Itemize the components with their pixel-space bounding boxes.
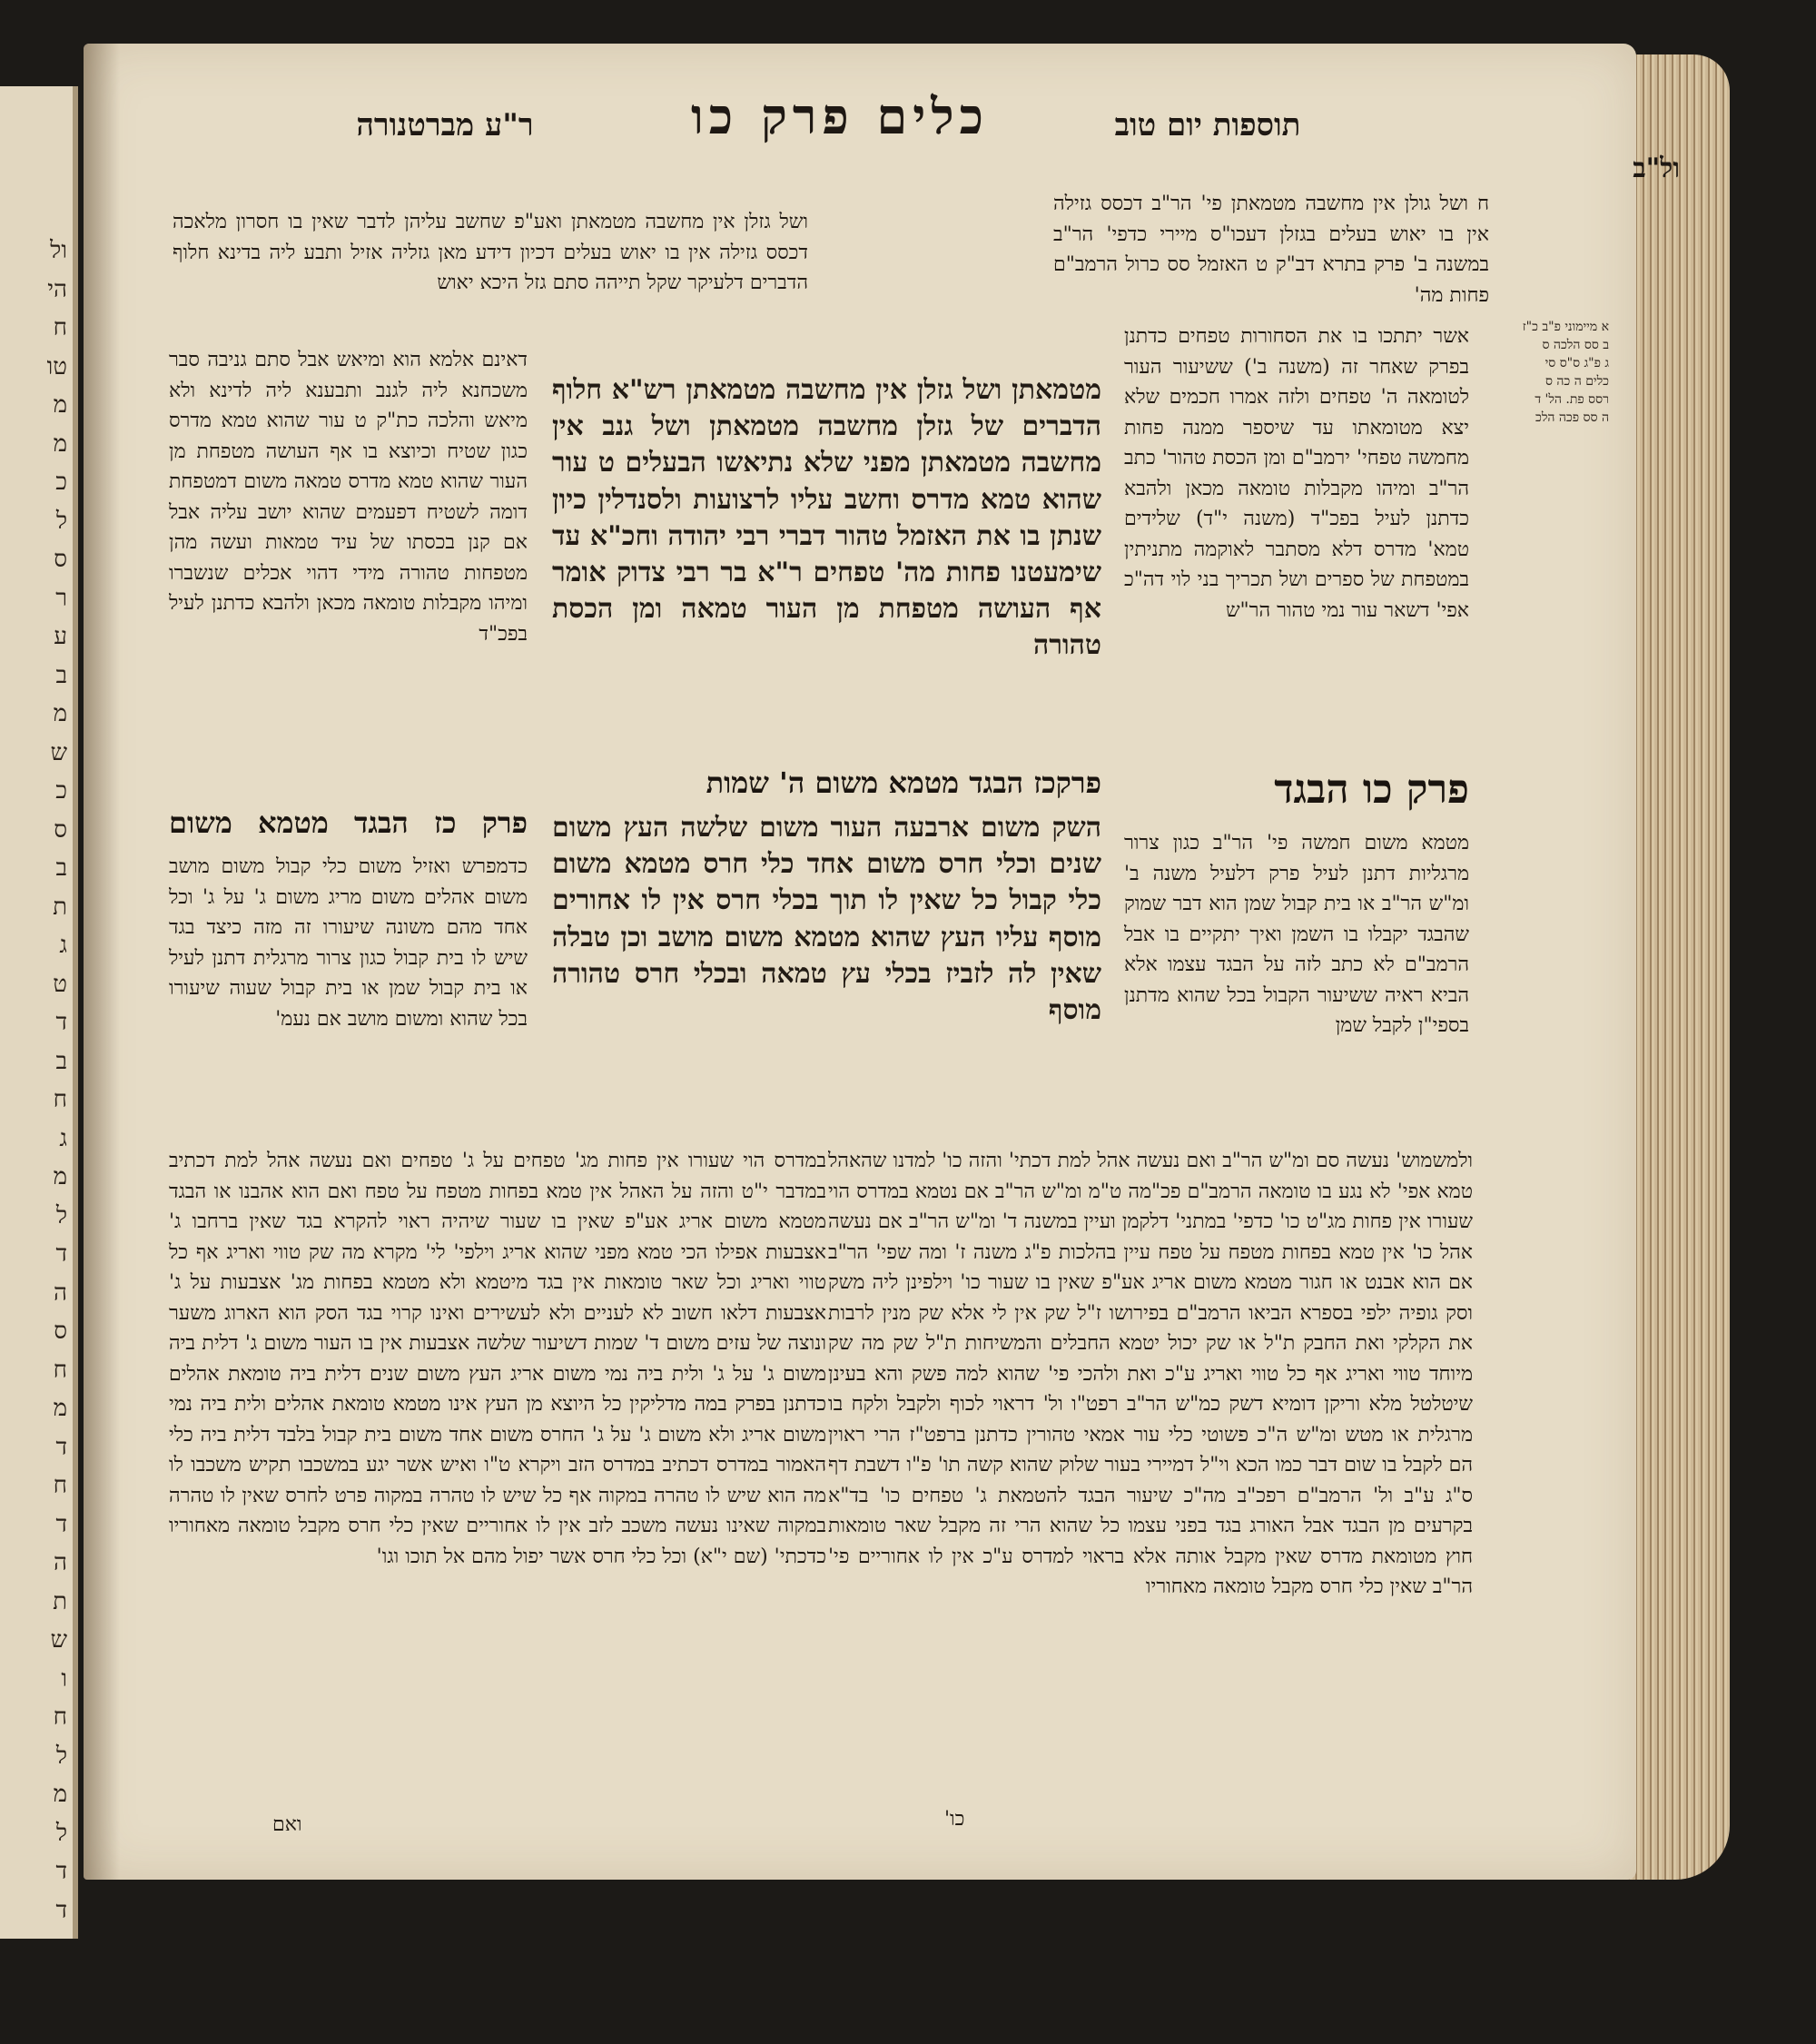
margin-letter: מ xyxy=(53,1781,67,1808)
bertinoro-column-text: דאינם אלמא הוא ומיאש אבל סתם גניבה סבר משכחנא ליה לגנב ותבענא ליה לדינא ולא מיאש והלכה כת"ק ט עור שהוא טמא מדרס כגון שטיח וכיוצא בו אף העושה מטפחת מן העור שהוא טמא מדרס טמאה משום דמטפחת דומה לשטיח דפעמים שהוא יושב עליה אבל אם קנן בכסתו של עיד טמאות ועשה מהן מטפחות טהורה מידי דהוי אכלים שנשברו ומיהו מקבלות טומאה מכאן ולהבא כדתנן לעיל בפכ"ד xyxy=(169,349,528,646)
catchword-right: כו' xyxy=(944,1808,965,1831)
running-head-bertinoro: ר"ע מברטנורה xyxy=(356,107,534,143)
margin-letter: ט xyxy=(53,970,67,998)
margin-letter: ה xyxy=(54,1549,67,1576)
margin-letter: ב xyxy=(55,661,67,689)
margin-letter: ד xyxy=(55,1510,67,1538)
margin-letter: ג xyxy=(59,932,67,959)
margin-letter: ד xyxy=(55,1433,67,1461)
tosafot-top-text: ח ושל גולן אין מחשבה מטמאתן פי' הר"ב דכסס גזילה אין בו יאוש בעלים בגזלן דעכו"ס מיירי כדפי' הר"ב במשנה ב' פרק בתרא דב"ק ט האזמל סס כרול הרמב"ם פחות מה' xyxy=(1053,193,1489,307)
margin-letter: ד xyxy=(55,1009,67,1036)
tosafot-chapter-heading: פרק כו הבגד xyxy=(1274,766,1469,813)
margin-letter: ע xyxy=(54,623,67,650)
margin-letter: ס xyxy=(54,546,67,573)
margin-letter: ו xyxy=(61,1664,67,1693)
gutter-shadow xyxy=(84,44,120,1880)
margin-letter: מ xyxy=(53,1395,67,1422)
fore-edge-pages xyxy=(1625,54,1730,1880)
marginal-ref: ג פ"ג ס"ס סי xyxy=(1545,356,1609,370)
margin-letter: ח xyxy=(53,1472,67,1499)
margin-letter: ש xyxy=(50,1626,67,1654)
marginal-references xyxy=(1498,318,1609,427)
running-head-tractate: כלים פרק כו xyxy=(690,87,990,145)
margin-letter: ר xyxy=(55,584,67,612)
margin-letter: מ xyxy=(53,1163,67,1190)
page-number: ול"ב xyxy=(1633,153,1680,184)
margin-letter: ול xyxy=(50,237,67,264)
catchword-left: ואם xyxy=(272,1813,302,1836)
tosafot-column-text-2: מטמא משום חמשה פי' הר"ב כגון צרור מרגליות דתנן לעיל פרק דלעיל משנה ב' ומ"ש הר"ב או בית קבול שמן הוא דבר שמוק שהבגד יקבלו בו השמן ואיך יתקיים בו אבל הרמב"ם לא כתב לזה על הבגד עצמו אלא הביא ראיה ששיעור הקבול בכל שהוא מדתנן בספי"ן לקבל שמן xyxy=(1124,832,1469,1037)
margin-letter: ב xyxy=(55,854,67,882)
mishnah-text-2: השק משום ארבעה העור משום שלשה העץ משום שנים וכלי חרס משום אחד כלי חרס מטמא משום כלי קבול כל שאין לו תוך בכלי חרס אין לו אחורים מוסף עליו העץ שהוא מטמא משום מושב וכן טבלה שאין לה לזביז בכלי עץ טמאה ובכלי חרס טהורה מוסף xyxy=(552,812,1101,1027)
margin-letter: כ xyxy=(55,777,67,805)
margin-letter: ח xyxy=(53,1356,67,1384)
marginal-ref: כלים ה כה ס xyxy=(1545,374,1609,389)
margin-letter: ח xyxy=(53,1703,67,1731)
margin-letter: הי xyxy=(47,275,67,303)
bertinoro-column-text-2: כדמפרש ואזיל משום כלי קבול משום מושב משום אהלים משום מריג משום ג' על ג' וכל אחד מהם משונה שיעורו זה מזה כיצד בגד שיש לו בית קבול כגון צרור מרגלית דתנן לעיל או בית קבול שמן או בית קבול שעוה שיעורו בכל שהוא ומשום מושב אם נעמ' xyxy=(169,855,528,1031)
margin-letter: ח xyxy=(53,1086,67,1113)
bertinoro-top-text: ושל גזלן אין מחשבה מטמאתן ואע"פ שחשב עליהן לדבר שאין בו חסרון מלאכה דכסס גזילה אין בו יאוש בעלים דכיון דידע מאן גזליה אזיל ותבע ליה בדינא חלוף הדברים דלעיקר שקל תייהה סתם גזל היכא יאוש xyxy=(173,211,808,294)
margin-letter: מ xyxy=(53,430,67,458)
marginal-ref: רסס פת. הל' ד xyxy=(1535,392,1609,407)
left-page-margin-letters xyxy=(44,232,67,1930)
marginal-ref: ה סס פכה הלכ xyxy=(1535,410,1609,425)
margin-letter: ל xyxy=(55,507,67,535)
margin-letter: ד xyxy=(55,1896,67,1924)
margin-letter: ל xyxy=(55,1201,67,1229)
margin-letter: ג xyxy=(59,1124,67,1152)
margin-letter: ד xyxy=(55,1858,67,1885)
margin-letter: ש xyxy=(50,738,67,766)
mishnah-text: מטמאתן ושל גזלן אין מחשבה מטמאתן רש"א חלוף הדברים של גזלן מחשבה מטמאתן ושל גנב אין מחשבה מטמאתן מפני שלא נתיאשו הבעלים ט עור שהוא טמא מדרס וחשב עליו לרצועות ולסנדלין כיון שנתן בו את האזמל טהור דברי רבי יהודה וחכ"א עד שימעטנו פחות מה' טפחים ר"א בר רבי צדוק אומר אף העושה מטפחת מן העור טמאה ומן הכסת טהורה xyxy=(552,374,1101,662)
margin-letter: ס xyxy=(54,815,67,844)
running-head-tosafot: תוספות יום טוב xyxy=(1114,107,1301,143)
margin-letter: ב xyxy=(55,1047,67,1075)
margin-letter: ד xyxy=(55,1240,67,1268)
bertinoro-chapter-heading: פרק כז הבגד מטמא משום xyxy=(169,805,528,840)
marginal-ref: א מיימוני פ"ב כ"ז xyxy=(1522,320,1609,334)
margin-letter: מ xyxy=(53,391,67,419)
margin-letter: ס xyxy=(54,1318,67,1345)
margin-letter: ל xyxy=(55,1819,67,1847)
margin-letter: ת xyxy=(53,893,67,921)
margin-letter: כ xyxy=(55,469,67,496)
margin-letter: מ xyxy=(53,700,67,727)
margin-letter: ה xyxy=(54,1279,67,1307)
tosafot-bottom-text: ולמשמוש' נעשה סם ומ"ש הר"ב ואם נעשה אהל למת דכתי' והזה כו' למדנו שהאהל טמא אפי' לא נגע בו טומאה הרמב"ם פכ"מה ט"מ ומ"ש הר"ב אם נטמא במדרס הוי שעורו אין פחות מג"ט כו' כדפי' במתני' דלקמן ועיין במשנה ד' ומ"ש הר"ב אם נעשה אהל כו' אין טמא בפחות מטפח על טפח עיין בהלכות פ"ג משנה ז' ומה שפי' הר"ב אם הוא אבנט או חגור מטמא משום אריג אע"פ שאין בו שעור כו' וילפינן ליה משק וסק גופיה ילפי בספרא הביאו הרמב"ם בפירושו ז"ל שק אין לי אלא שק מנין לרבות את הקלקי ואת החבק ת"ל או שק יכול יטמא החבלים והמשיחות ת"ל שק מה שק מיוחד טווי ואריג אף כל טווי ואריג ע"כ ואת ולהכי פי' שהוא למה פשק והא בעינן שיטלטל מלא וריקן דומיא דשק כמ"ש הר"ב רפט"ו ול' דראוי לכוף ולקבל ולקח בו מרגלית או מטש ומ"ש ה"כ פשוטי כלי עור אמאי טהורין כדתנן ברפט"ז הרי ראוין הם לקבל בו שום דבר כמו הכא וי"ל דמיירי בעור שלוק שהוא קשה תו' פ"ו דשבת דף ס"ג ע"ב ול' הרמב"ם רפכ"ב מה"כ שיעור הבגד להטמאת ג' טפחים כו' בד"א בקרעים מן הבגד אבל האורג בגד בפני עצמו כל שהוא הרי זה מקבל שאר טומאות חוץ מטומאת מדרס שאין מקבל אותה אלא בראוי למדרס ע"כ אין לו אחוריים פי' הר"ב שאין כלי חרס מקבל טומאה מאחוריו xyxy=(828,1150,1473,1598)
margin-letter: טו xyxy=(46,352,67,380)
margin-letter: ח xyxy=(53,314,67,341)
left-neighbor-page xyxy=(0,86,78,1939)
mishnah-chapter-heading: פרקכז הבגד מטמא משום ה' שמות xyxy=(706,765,1101,800)
tosafot-column-text: אשר יתתכו בו את הסחורות טפחים כדתנן בפרק שאחר זה (משנה ב') ששיעור העור לטומאה ה' טפחים ולזה אמרו חכמים שלא יצא מטומאתו עד שיספר ממנה פחות מחמשה טפחי' ירמב"ם ומן הכסת טהור' כתב הר"ב ומיהו מקבלות טומאה מכאן ולהבא כדתנן לעיל בפכ"ד (משנה י"ד) שלידים טמא' מדרס דלא מסתבר לאוקמה מתניתין במטפחת של ספרים ושל תכריך בני לוי דה"כ אפי' דשאר עור נמי טהור הר"ש xyxy=(1124,325,1469,622)
margin-letter: ת xyxy=(53,1587,67,1615)
marginal-ref: ב סס הלכה ס xyxy=(1542,338,1609,352)
margin-letter: ל xyxy=(55,1742,67,1770)
bertinoro-bottom-text: במדרס הוי שעורו אין פחות מג' טפחים על ג' טפחים ואם נעשה אהל למת דכתיב במדבר י"ט והזה על האהל אין טמא בפחות מטפח על טפח ואם הוא אהבנו או הבגד מטמא משום אריג אע"פ שאין בו שעור שיהיה ראוי להקרא בגד שאין ברחבו ג' אצבעות אפילו הכי טמא מפני שהוא אריג וילפי' לי' מקרא מה שק טווי ואריג אף כל טווי ואריג וכל שאר טומאות אין בגד מיטמא ולא מטמא בפחות מג' אצבעות על ג' אצבעות דלאו חשוב לא לעניים ולא לעשירים ואינו קרוי בגד הסק הוא הארוג משער ונוצה של עזים משום ד' שמות דשיעור שלשה אצבעות אין בו העור משום ג' דלית ביה משום ג' על ג' ולית ביה נמי משום אריג העץ משום שנים דלית ביה טומאת אהלים כדתנן בפרק במה מדליקין כל היוצא מן העץ אינו מטמא טומאת אהלים ולית ביה נמי משום אריג ולא משום ג' על ג' החרס משום אחד משום בית קבול בלבד דלית ביה כלי האמור במדרס דכתיב במדרס הזב ויקרא ט"ו ואיש אשר יגע במשכבו תקיש משכבו לו מה הוא שיש לו טהרה במקוה אף כל שיש לו טהרה במקוה פרט לחרס שאין לו טהרה במקוה שאינו נעשה משכב לזב אין לו אחוריים שאין כלי חרס מקבל טומאה מאחוריו כדכתי' (שם י"א) וכל כלי חרס אשר יפול מהם אל תוכו וגו' xyxy=(169,1150,826,1568)
